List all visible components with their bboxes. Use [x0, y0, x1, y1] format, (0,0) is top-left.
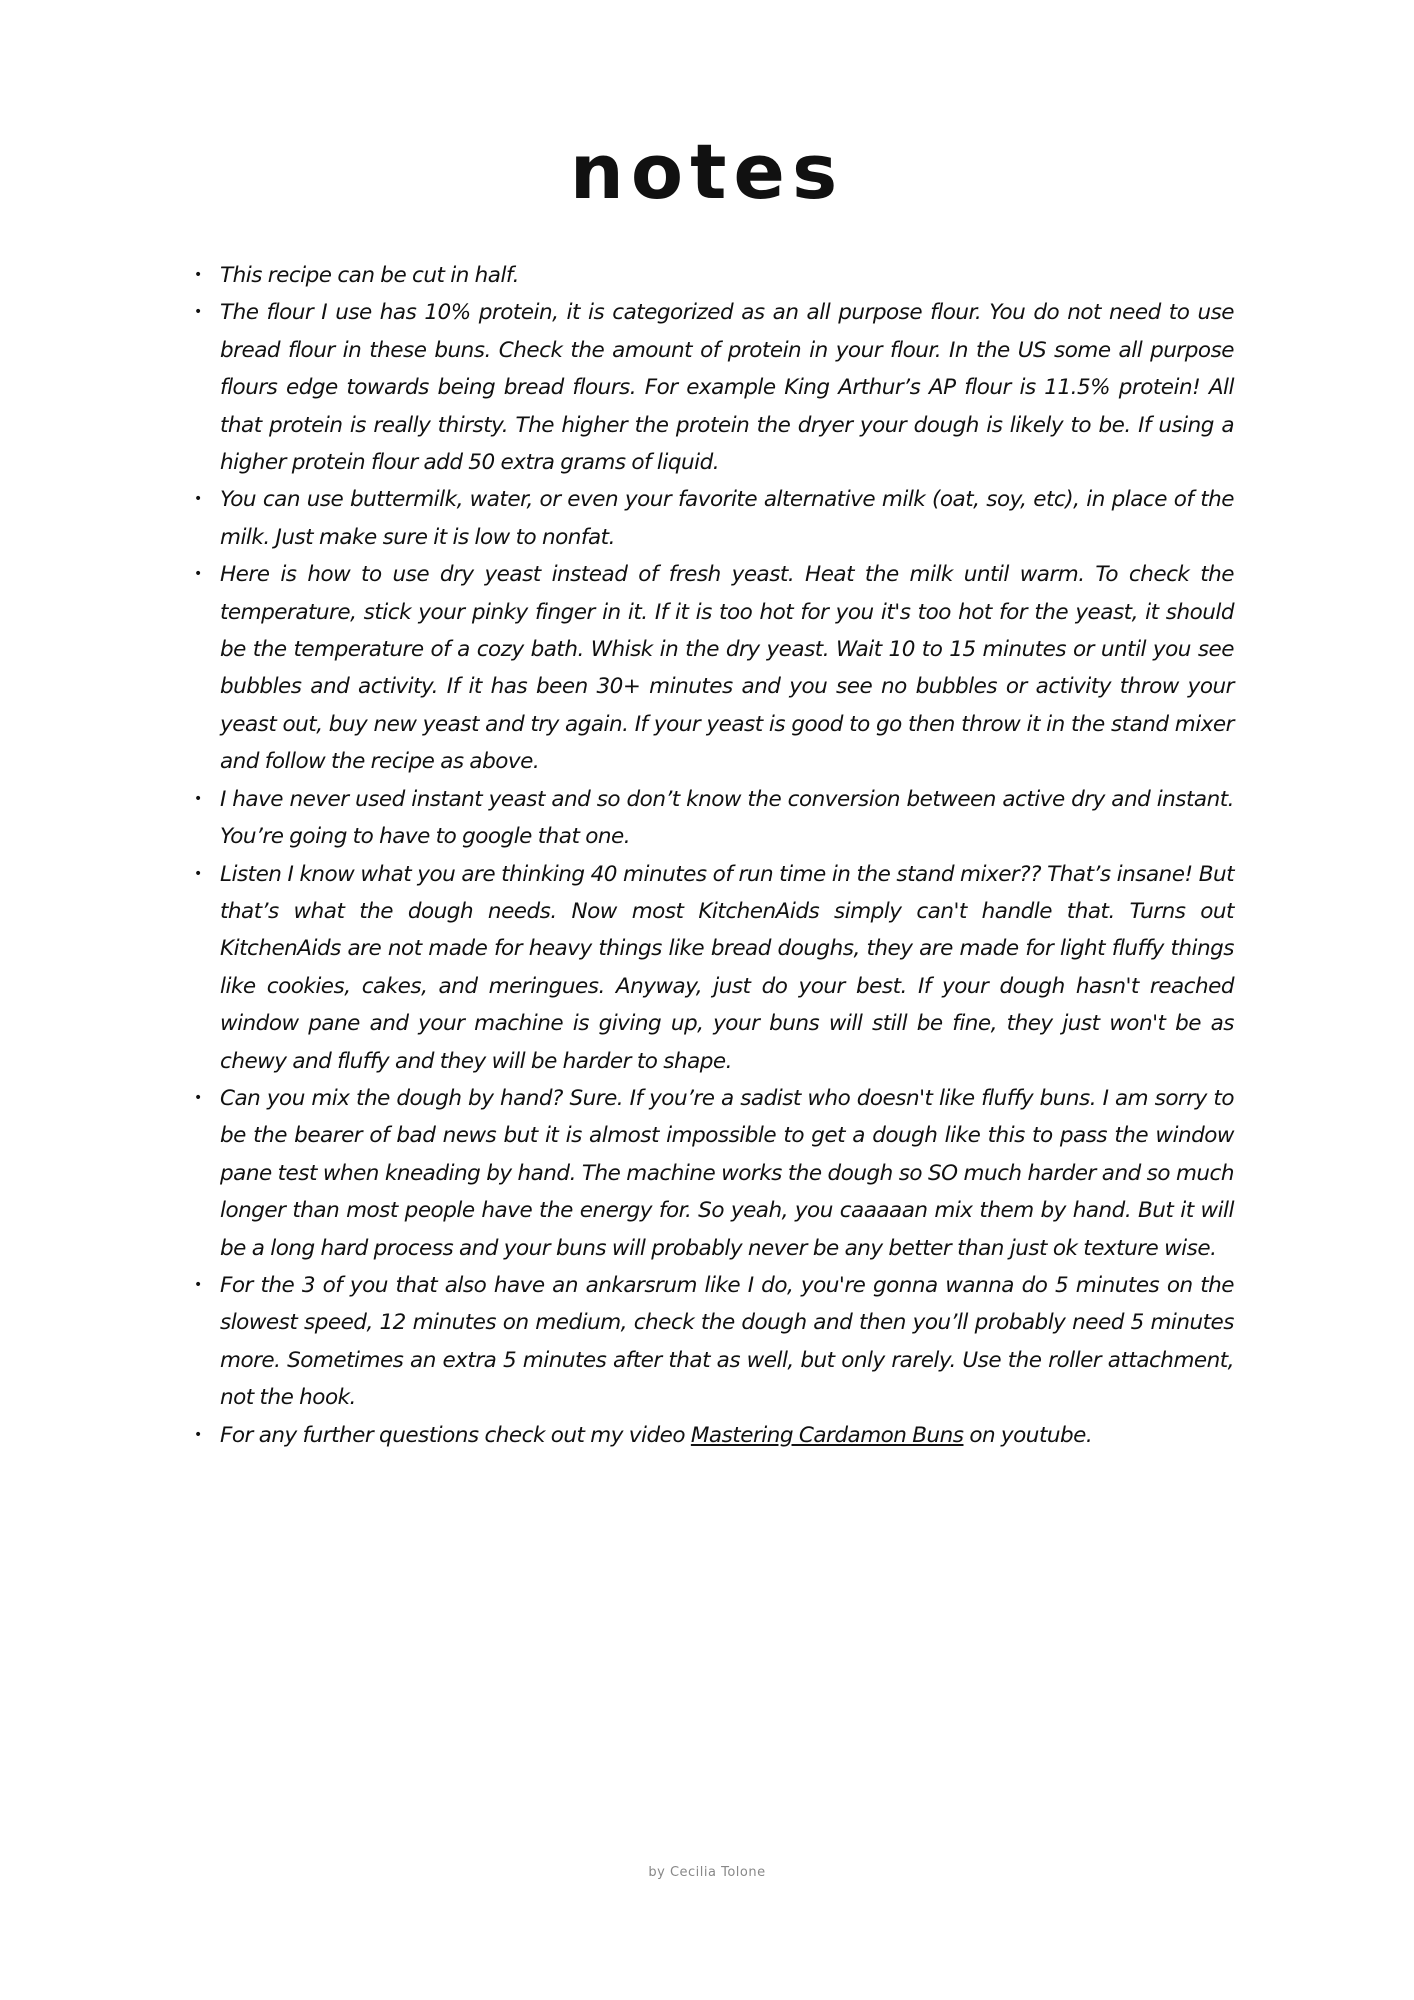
note-text-before-link: For any further questions check out my video	[220, 1422, 691, 1448]
note-text: Listen I know what you are thinking 40 minutes of run time in the stand mixer?? That’s insane! But that’s what the dough needs. Now most KitchenAids simply can't handle that. Turns out KitchenAids are not made for heavy things like bread doughs, they are made for light fluffy things like cookies, cakes, and meringues. Anyway, just do your best. If your dough hasn't reached window pane and your machine is giving up, your buns will still be fine, they just won't be as chewy and fluffy and they will be harder to shape.	[220, 861, 1234, 1074]
bullet-icon: •	[194, 1276, 202, 1293]
bullet-icon: •	[194, 491, 202, 508]
note-item	[194, 294, 1234, 481]
notes-list	[194, 257, 1234, 1454]
bullet-icon: •	[194, 267, 202, 283]
note-item	[194, 1267, 1234, 1417]
note-item	[194, 1080, 1234, 1267]
note-text: The flour I use has 10% protein, it is categorized as an all purpose flour. You do not need to use bread flour in these buns. Check the amount of protein in your flour. In the US some all purpose flours edge towards being bread flours. For example King Arthur’s AP flour is 11.5% protein! All that protein is really thirsty. The higher the protein the dryer your dough is likely to be. If using a higher protein flour add 50 extra grams of liquid.	[220, 300, 1234, 476]
note-text: For the 3 of you that also have an ankarsrum like I do, you're gonna wanna do 5 minutes on the slowest speed, 12 minutes on medium, check the dough and then you’ll probably need 5 minutes more. Sometimes an extra 5 minutes after that as well, but only rarely. Use the roller attachment, not the hook.	[220, 1272, 1234, 1411]
bullet-icon: •	[194, 1426, 202, 1443]
page-title: notes	[569, 127, 845, 216]
video-link[interactable]: Mastering Cardamon Buns	[690, 1422, 964, 1448]
bullet-icon: •	[194, 1089, 202, 1106]
note-text: This recipe can be cut in half.	[220, 263, 519, 288]
note-item	[194, 781, 1234, 856]
note-text: You can use buttermilk, water, or even your favorite alternative milk (oat, soy, etc), in place of the milk. Just make sure it is low to nonfat.	[220, 487, 1234, 550]
bullet-icon: •	[194, 304, 202, 321]
note-item	[194, 556, 1234, 780]
note-item-video	[194, 1417, 1234, 1454]
note-item	[194, 856, 1234, 1080]
note-text: I have never used instant yeast and so don’t know the conversion between active dry and instant. You’re going to have to google that one.	[220, 786, 1234, 850]
bullet-icon: •	[194, 790, 202, 807]
footer-author: by Cecilia Tolone	[648, 1865, 766, 1880]
note-text: Here is how to use dry yeast instead of fresh yeast. Heat the milk until warm. To check the temperature, stick your pinky finger in it. If it is too hot for you it's too hot for the yeast, it should be the temperature of a cozy bath. Whisk in the dry yeast. Wait 10 to 15 minutes or until you see bubbles and activity. If it has been 30+ minutes and you see no bubbles or activity throw your yeast out, buy new yeast and try again. If your yeast is good to go then throw it in the stand mixer and follow the recipe as above.	[220, 562, 1234, 775]
note-text: Can you mix the dough by hand? Sure. If you’re a sadist who doesn't like fluffy buns. I am sorry to be the bearer of bad news but it is almost impossible to get a dough like this to pass the window pane test when kneading by hand. The machine works the dough so SO much harder and so much longer than most people have the energy for. So yeah, you caaaaan mix them by hand. But it will be a long hard process and your buns will probably never be any better than just ok texture wise.	[220, 1085, 1234, 1261]
note-item	[194, 257, 1234, 294]
note-item	[194, 481, 1234, 556]
bullet-icon: •	[194, 865, 202, 882]
bullet-icon: •	[194, 566, 202, 583]
note-text-after-link: on youtube.	[963, 1422, 1093, 1448]
